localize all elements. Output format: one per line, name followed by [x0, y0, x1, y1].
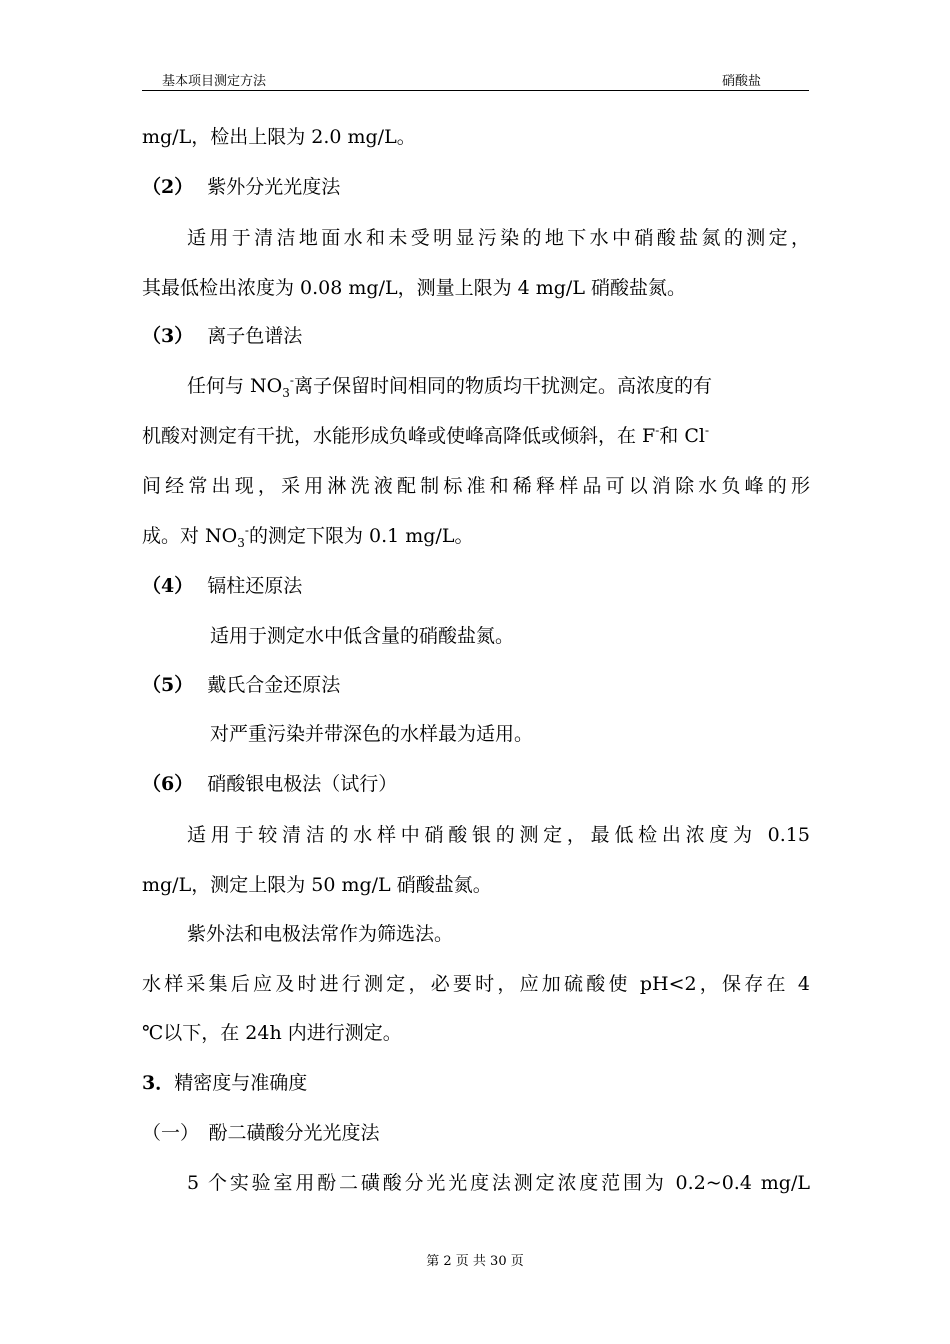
superscript: - [655, 423, 660, 438]
heading-6 [142, 772, 810, 796]
text-segment: 和 Cl [659, 425, 705, 447]
heading-4 [142, 574, 810, 598]
superscript: - [244, 523, 249, 538]
heading-number: （2） [142, 176, 194, 198]
heading-number: （5） [142, 674, 194, 696]
text-line: 适用于清洁地面水和未受明显污染的地下水中硝酸盐氮的测定， [187, 227, 810, 249]
heading-number: （4） [142, 575, 194, 597]
text-line: ℃以下，在 24h 内进行测定。 [142, 1022, 402, 1044]
heading-number: （6） [142, 773, 194, 795]
header-right: 硝酸盐 [721, 74, 761, 89]
text-segment: 任何与 NO [187, 375, 283, 397]
text-line-with-formula [142, 374, 855, 398]
text-segment: 机酸对测定有干扰，水能形成负峰或使峰高降低或倾斜，在 F [142, 425, 656, 447]
heading-5 [142, 673, 810, 697]
heading-text: 紫外分光光度法 [207, 176, 341, 198]
section-number: 3． [142, 1072, 175, 1094]
text-line: 间经常出现，采用淋洗液配制标准和稀释样品可以消除水负峰的形 [142, 475, 810, 497]
text-line-with-formula [142, 424, 810, 448]
heading-text: 离子色谱法 [207, 325, 303, 347]
text-line: 水样采集后应及时进行测定，必要时，应加硫酸使 pH<2，保存在 4 [142, 973, 810, 995]
superscript: - [289, 373, 294, 388]
heading-3 [142, 324, 810, 348]
text-line: 5 个实验室用酚二磺酸分光光度法测定浓度范围为 0.2~0.4 mg/L [187, 1172, 810, 1194]
text-line: 适用于较清洁的水样中硝酸银的测定，最低检出浓度为 0.15 [187, 824, 810, 846]
superscript: - [704, 423, 710, 438]
text-line-with-formula [142, 524, 810, 548]
subscript: 3 [237, 535, 245, 550]
heading-text: 戴氏合金还原法 [207, 674, 341, 696]
text-line: 适用于测定水中低含量的硝酸盐氮。 [210, 625, 515, 647]
heading-2 [142, 175, 810, 199]
text-line: 对严重污染并带深色的水样最为适用。 [210, 723, 534, 745]
text-line: 紫外法和电极法常作为筛选法。 [187, 923, 454, 945]
text-segment: 离子保留时间相同的物质均干扰测定。高浓度的有 [293, 375, 712, 397]
section-heading [142, 1071, 810, 1095]
section-title: 精密度与准确度 [174, 1072, 308, 1094]
header-left: 基本项目测定方法 [162, 74, 267, 89]
page-header [142, 70, 809, 91]
text-line: 其最低检出浓度为 0.08 mg/L，测量上限为 4 mg/L 硝酸盐氮。 [142, 277, 686, 299]
page-footer: 第 2 页 共 30 页 [426, 1254, 524, 1269]
text-segment: 成。对 NO [142, 525, 238, 547]
subsection-heading: （一） 酚二磺酸分光光度法 [142, 1122, 380, 1144]
heading-number: （3） [142, 325, 194, 347]
heading-text: 镉柱还原法 [207, 575, 303, 597]
text-segment: 的测定下限为 0.1 mg/L。 [248, 525, 474, 547]
heading-text: 硝酸银电极法（试行） [207, 773, 398, 795]
text-line: mg/L，检出上限为 2.0 mg/L。 [142, 126, 416, 148]
subscript: 3 [282, 385, 290, 400]
text-line: mg/L，测定上限为 50 mg/L 硝酸盐氮。 [142, 874, 492, 896]
